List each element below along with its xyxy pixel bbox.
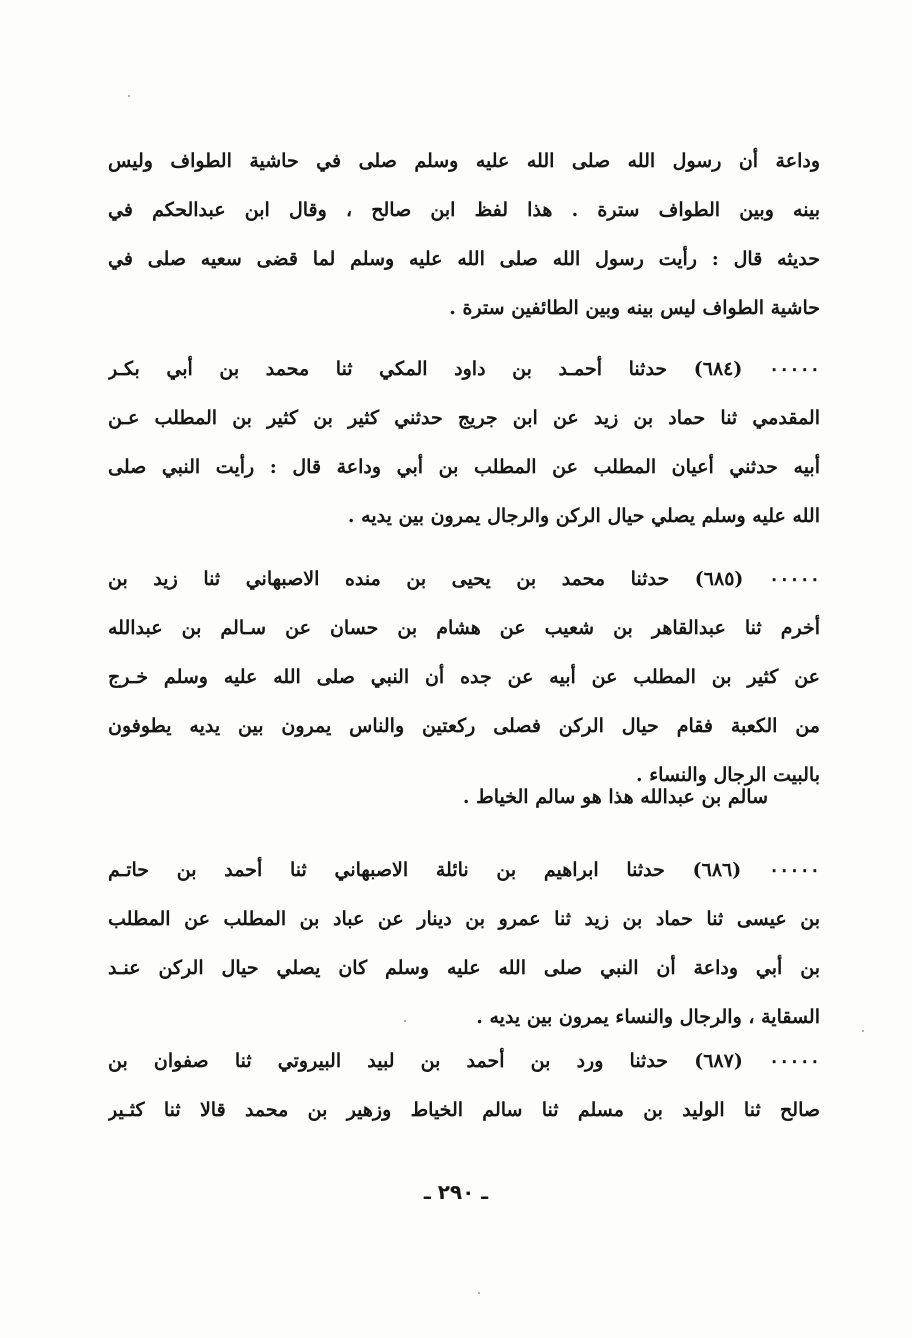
text-line: حاشية الطواف ليس بينه وبين الطائفين سترة . xyxy=(449,297,820,319)
text-line: بن عيسى ثنا حماد بن زيد ثنا عمرو بن دينار عن عباد بن المطلب عن المطلب xyxy=(108,908,820,930)
hadith-687 xyxy=(108,1037,820,1135)
scan-speck xyxy=(478,1292,480,1294)
text-line: ٠٠٠٠٠ (٦٨٥) حدثنا محمد بن يحيى بن منده الاصبهاني ثنا زيد بن xyxy=(108,568,820,590)
text-line: حديثه قال : رأيت رسول الله صلى الله عليه وسلم لما قضى سعيه صلى في xyxy=(108,248,820,270)
text-line: السقاية ، والرجال والنساء يمرون بين يديه . xyxy=(476,1006,820,1028)
hadith-685 xyxy=(108,555,820,800)
text-line: بن أبي وداعة أن النبي صلى الله عليه وسلم كان يصلي حيال الركن عنـد xyxy=(108,957,820,979)
hadith-684 xyxy=(108,345,820,541)
text-line: بينه وبين الطواف سترة . هذا لفظ ابن صالح ، وقال ابن عبدالحكم في xyxy=(108,199,820,221)
text-line: عن كثير بن المطلب عن أبيه عن جده أن النبي صلى الله عليه وسلم خـرج xyxy=(108,666,820,688)
scan-speck xyxy=(128,95,130,97)
text-line: بالبيت الرجال والنساء . xyxy=(636,764,820,786)
text-line: ٠٠٠٠٠ (٦٨٤) حدثنا أحمـد بن داود المكي ثنا محمد بن أبي بكـر xyxy=(108,358,820,380)
page-number: ـ ٢٩٠ ـ xyxy=(423,1180,489,1204)
text-line: صالح ثنا الوليد بن مسلم ثنا سالم الخياط وزهير بن محمد قالا ثنا كثـير xyxy=(108,1099,820,1121)
note-paragraph xyxy=(108,773,768,822)
text-line: سالم بن عبدالله هذا هو سالم الخياط . xyxy=(462,786,768,808)
hadith-686 xyxy=(108,846,820,1042)
text-line: أخرم ثنا عبدالقاهر بن شعيب عن هشام بن حسان عن سـالم بن عبدالله xyxy=(108,617,820,639)
text-line: من الكعبة فقام حيال الركن فصلى ركعتين والناس يمرون بين يديه يطوفون xyxy=(108,715,820,737)
scan-speck xyxy=(862,1030,864,1032)
text-line: وداعة أن رسول الله صلى الله عليه وسلم صلى في حاشية الطواف وليس xyxy=(108,150,820,172)
text-line: المقدمي ثنا حماد بن زيد عن ابن جريج حدثني كثير بن كثير بن المطلب عـن xyxy=(108,407,820,429)
text-line: الله عليه وسلم يصلي حيال الركن والرجال يمرون بين يديه . xyxy=(347,505,820,527)
text-line: ٠٠٠٠٠ (٦٨٦) حدثنا ابراهيم بن نائلة الاصبهاني ثنا أحمد بن حاتـم xyxy=(108,859,820,881)
text-line: أبيه حدثني أعيان المطلب عن المطلب بن أبي وداعة قال : رأيت النبي صلى xyxy=(108,456,820,478)
scan-speck xyxy=(404,1020,406,1022)
paragraph-continuation xyxy=(108,137,820,333)
text-line: ٠٠٠٠٠ (٦٨٧) حدثنا ورد بن أحمد بن لبيد البيروتي ثنا صفوان بن xyxy=(108,1050,820,1072)
